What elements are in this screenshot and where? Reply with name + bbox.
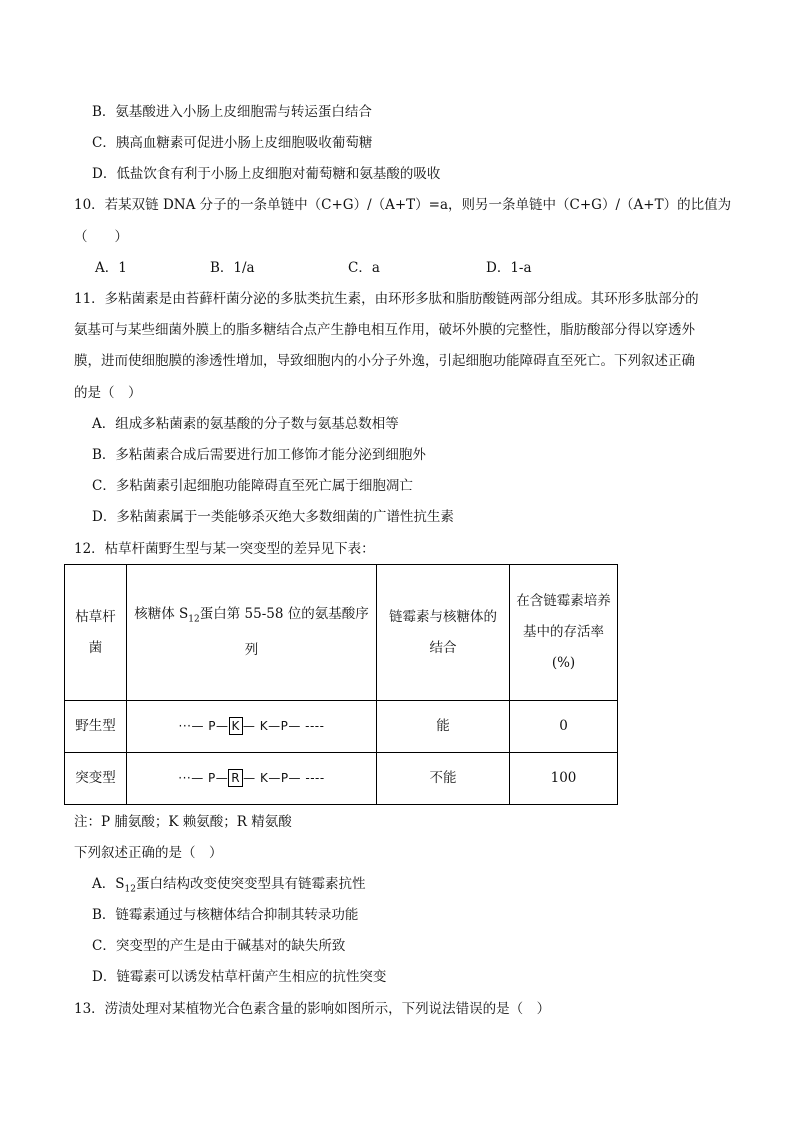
q13-stem: 13．涝渍处理对某植物光合色素含量的影响如图所示，下列说法错误的是（ ）: [74, 1001, 551, 1017]
q12-table-row-mutant: [65, 753, 618, 805]
q10-choice-c: C．a: [348, 260, 380, 276]
header-survival: 在含链霉素培养基中的存活率(%): [510, 565, 618, 701]
q10-choice-a: A．1: [95, 260, 127, 276]
q11-stem-line1: 11．多粘菌素是由苔藓杆菌分泌的多肽类抗生素，由环形多肽和脂肪酸链两部分组成。其环形多肽部分的: [74, 291, 699, 307]
q12-stem: 12．枯草杆菌野生型与某一突变型的差异见下表：: [74, 541, 375, 557]
q10-choice-b: B．1/a: [210, 260, 255, 276]
boxed-residue: R: [228, 769, 243, 787]
cell-binding: 不能: [377, 753, 510, 805]
q12-option-b: B．链霉素通过与核糖体结合抑制其转录功能: [92, 907, 359, 923]
q12-note: 注：P 脯氨酸；K 赖氨酸；R 精氨酸: [74, 814, 292, 830]
q11-stem-line2: 氨基可与某些细菌外膜上的脂多糖结合点产生静电相互作用，破坏外膜的完整性，脂肪酸部分得以穿透外: [74, 322, 695, 338]
cell-binding: 能: [377, 701, 510, 753]
q9-option-b: B．氨基酸进入小肠上皮细胞需与转运蛋白结合: [92, 104, 372, 120]
q11-stem-line3: 膜，进而使细胞膜的渗透性增加，导致细胞内的小分子外逸，引起细胞功能障碍直至死亡。下列叙述正确: [74, 353, 695, 369]
q11-option-d: D．多粘菌素属于一类能够杀灭绝大多数细菌的广谱性抗生素: [92, 509, 454, 525]
q12-table-row-wild: [65, 701, 618, 753]
q11-option-c: C．多粘菌素引起细胞功能障碍直至死亡属于细胞凋亡: [92, 478, 413, 494]
boxed-residue: K: [229, 717, 243, 735]
header-strain: 枯草杆菌: [65, 565, 127, 701]
q10-choice-d: D．1-a: [486, 260, 532, 276]
cell-survival: 0: [510, 701, 618, 753]
q12-option-a: A．$S_{12}$蛋白结构改变使突变型具有链霉素抗性: [92, 876, 366, 895]
q12-option-d: D．链霉素可以诱发枯草杆菌产生相应的抗性突变: [92, 969, 387, 985]
header-binding: 链霉素与核糖体的结合: [377, 565, 510, 701]
q9-option-d: D．低盐饮食有利于小肠上皮细胞对葡萄糖和氨基酸的吸收: [92, 166, 441, 182]
cell-sequence: ···— P— K — K—P— ----: [127, 701, 377, 753]
q12-table: [64, 564, 618, 805]
cell-sequence: ···— P— R — K—P— ----: [127, 753, 377, 805]
header-sequence: 核糖体 $S_{12}$蛋白第 55-58 位的氨基酸序列: [127, 565, 377, 701]
cell-survival: 100: [510, 753, 618, 805]
q12-table-header-row: [65, 565, 618, 701]
q12-ask: 下列叙述正确的是（ ）: [74, 845, 223, 861]
cell-type: 野生型: [65, 701, 127, 753]
q11-option-a: A．组成多粘菌素的氨基酸的分子数与氨基总数相等: [92, 416, 399, 432]
q12-option-c: C．突变型的产生是由于碱基对的缺失所致: [92, 938, 346, 954]
q11-option-b: B．多粘菌素合成后需要进行加工修饰才能分泌到细胞外: [92, 447, 426, 463]
q11-stem-line4: 的是（ ）: [74, 385, 142, 401]
q10-stem-line2: （ ）: [74, 229, 128, 245]
q9-option-c: C．胰高血糖素可促进小肠上皮细胞吸收葡萄糖: [92, 135, 373, 151]
cell-type: 突变型: [65, 753, 127, 805]
q10-stem-line1: 10．若某双链 DNA 分子的一条单链中（C+G）/（A+T）=a，则另一条单链中（C+G）/（A+T）的比值为: [74, 197, 732, 213]
